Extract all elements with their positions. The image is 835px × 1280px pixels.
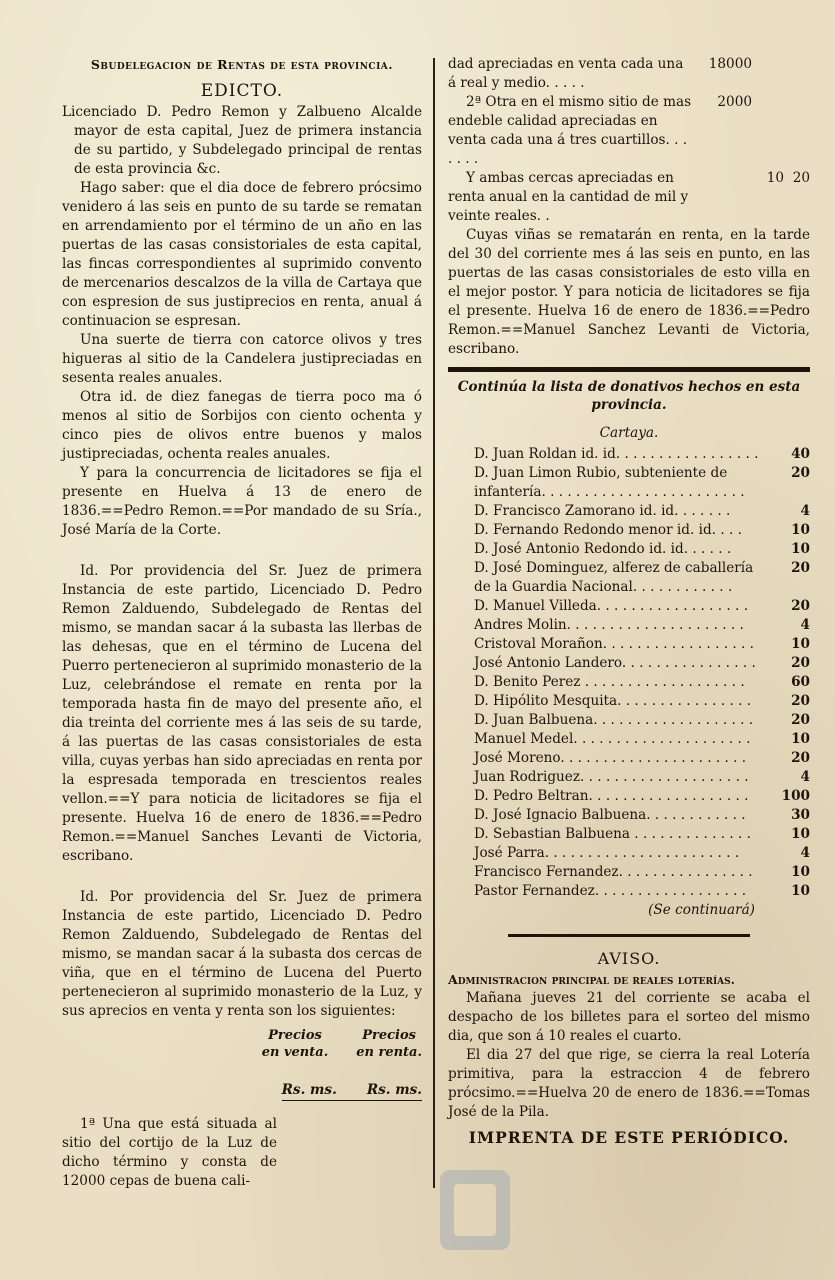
donations-place: Cartaya. — [599, 425, 659, 441]
donor-name: D. Juan Roldan id. id. . . . . . . . . . . . . . . . . — [474, 446, 759, 462]
donor-name: D. Francisco Zamorano id. id. . . . . . . — [474, 503, 731, 519]
donor-row — [448, 559, 810, 597]
donor-list — [448, 445, 810, 901]
donor-amount: 10 — [791, 636, 810, 652]
donor-amount: 4 — [800, 769, 810, 785]
donor-name: D. Manuel Villeda. . . . . . . . . . . . . . . . . . — [474, 598, 749, 614]
donor-name: Andres Molin. . . . . . . . . . . . . . . . . . . . . — [474, 617, 744, 633]
donor-amount: 10 — [791, 731, 810, 747]
donor-name: D. Benito Perez . . . . . . . . . . . . . . . . . . . — [474, 674, 745, 690]
donor-amount: 4 — [800, 503, 810, 519]
donor-row — [448, 540, 810, 559]
donor-amount: 60 — [791, 674, 810, 690]
edicto-body: Hago saber: que el dia doce de febrero prócsimo venidero á las seis en punto de su tarde se rematan en arrendamiento por el término de un año en las puertas de las casas consistoriales de esta capital, las fincas correspondientes al suprimido convento de mercenarios descalzos de la villa de Cartaya que con espresion de sus justiprecios en renta, anual á continuacion se espresan. — [62, 180, 422, 329]
aviso-paragraph-1: Mañana jueves 21 del corriente se acaba el despacho de los billetes para el sorteo del mismo dia, que son á 10 reales el cuarto. — [448, 990, 810, 1044]
donor-amount: 10 — [791, 826, 810, 842]
donor-name: Manuel Medel. . . . . . . . . . . . . . . . . . . . . — [474, 731, 751, 747]
donor-name: Cristoval Morañon. . . . . . . . . . . . . . . . . . — [474, 636, 754, 652]
donor-row — [448, 692, 810, 711]
edicto-title: EDICTO. — [200, 81, 284, 101]
donor-name: D. José Antonio Redondo id. id. . . . . . — [474, 541, 732, 557]
donations-title: Continúa la lista de donativos hechos en esta provincia. — [457, 379, 801, 413]
vineyard-closing: Cuyas viñas se rematarán en renta, en la tarde del 30 del corriente mes á las seis en punto, en las puertas de las casas consistoriales de esto villa en el mejor postor. Y para noticia de licitadores se fija el presente. Huelva 16 de enero de 1836.==Pedro Remon.==Manuel Sanchez Levanti de Victoria, escribano. — [448, 227, 810, 357]
donor-amount: 20 — [791, 465, 810, 481]
donor-name: D. Pedro Beltran. . . . . . . . . . . . . . . . . . . — [474, 788, 749, 804]
donor-row — [448, 635, 810, 654]
edicto-property-1: Una suerte de tierra con catorce olivos y tres higueras al sitio de la Candelera justipreciadas en sesenta reales anuales. — [62, 332, 422, 386]
imprenta-footer: IMPRENTA DE ESTE PERIÓDICO. — [468, 1128, 790, 1147]
donor-name: D. Juan Limon Rubio, subteniente de infantería. . . . . . . . . . . . . . . . . . . . . . . . — [474, 465, 745, 500]
donor-name: D. Juan Balbuena. . . . . . . . . . . . . . . . . . . — [474, 712, 754, 728]
continuara-note: (Se continuará) — [648, 902, 755, 918]
donor-row — [448, 882, 810, 901]
price-column-headers — [62, 1027, 422, 1061]
vineyard-item-1-cont: dad apreciadas en venta cada una á real y medio. . . . . 18000 — [448, 56, 752, 91]
donor-amount: 10 — [791, 883, 810, 899]
donor-row — [448, 863, 810, 882]
notice-id-2: Id. Por providencia del Sr. Juez de primera Instancia de este partido, Licenciado D. Pedro Remon Zalduendo, Subdelegado de Rentas del mismo, se mandan sacar á la subasta dos cercas de viña, que en el término de Lucena del Puerto pertenecieron al suprimido monasterio de la Luz, y sus aprecios en venta y renta son los siguientes: — [62, 889, 422, 1019]
donor-name: Pastor Fernandez. . . . . . . . . . . . . . . . . . — [474, 883, 747, 899]
donor-name: Juan Rodriguez. . . . . . . . . . . . . . . . . . . . — [474, 769, 749, 785]
donor-row — [448, 654, 810, 673]
section-header: Sbudelegacion de Rentas de esta provincia. — [90, 57, 394, 72]
vineyard-total-rent: Y ambas cercas apreciadas en renta anual en la cantidad de mil y veinte reales. . 10 20 — [448, 170, 810, 224]
donor-amount: 10 — [791, 522, 810, 538]
donor-name: José Parra. . . . . . . . . . . . . . . . . . . . . . . — [474, 845, 740, 861]
donor-row — [448, 730, 810, 749]
donor-amount: 20 — [791, 693, 810, 709]
donor-name: José Moreno. . . . . . . . . . . . . . . . . . . . . . — [474, 750, 747, 766]
donor-row — [448, 768, 810, 787]
right-column — [448, 55, 810, 1147]
aviso-divider — [508, 934, 750, 937]
aviso-heading: Administracion principal de reales loterías. — [448, 972, 736, 987]
donor-amount: 20 — [791, 598, 810, 614]
currency-headers: Rs. ms. Rs. ms. — [281, 1082, 422, 1098]
donor-row — [448, 464, 810, 502]
donor-amount: 20 — [791, 750, 810, 766]
edicto-intro: Licenciado D. Pedro Remon y Zalbueno Alcalde mayor de esta capital, Juez de primera instancia de su partido, y Subdelegado principal de rentas de esta provincia &c. — [62, 104, 422, 177]
vineyard-item-1: 1ª Una que está situada al sitio del cortijo de la Luz de dicho término y consta de 12000 cepas de buena cali- — [62, 1116, 277, 1189]
donor-row — [448, 616, 810, 635]
donor-name: D. José Ignacio Balbuena. . . . . . . . . . . . — [474, 807, 746, 823]
donor-row — [448, 597, 810, 616]
library-watermark — [430, 1150, 760, 1260]
donor-amount: 4 — [800, 617, 810, 633]
donor-name: D. Fernando Redondo menor id. id. . . . — [474, 522, 742, 538]
donor-amount: 100 — [781, 788, 810, 804]
donor-amount: 20 — [791, 560, 810, 576]
donor-name: José Antonio Landero. . . . . . . . . . . . . . . . — [474, 655, 756, 671]
aviso-paragraph-2: El dia 27 del que rige, se cierra la real Lotería primitiva, para la estraccion 4 de febrero prócsimo.==Huelva 20 de enero de 1836.==Tomas José de la Pila. — [448, 1047, 810, 1120]
donor-name: Francisco Fernandez. . . . . . . . . . . . . . . . — [474, 864, 753, 880]
price-venta-header: Precios en venta. — [261, 1028, 329, 1060]
edicto-property-2: Otra id. de diez fanegas de tierra poco ma ó menos al sitio de Sorbijos con ciento ochenta y cinco pies de olivos entre buenos y malos justipreciadas, ochenta reales anuales. — [62, 389, 422, 462]
notice-id-1: Id. Por providencia del Sr. Juez de primera Instancia de este partido, Licenciado D. Pedro Remon Zalduendo, Subdelegado de Rentas del mismo, se mandan sacar á la subasta las llerbas de las dehesas, que en el término de Lucena del Puerro pertenecieron al suprimido monasterio de la Luz, celebrándose el remate en renta por la temporada hasta fin de mayo del presente año, el dia treinta del corriente mes á las seis de su tarde, á las puertas de las casas consistoriales de esta villa, cuyas yerbas han sido apreciadas en renta por la espresada temporada en trescientos reales vellon.==Y para noticia de licitadores se fija el presente. Huelva 16 de enero de 1836.==Pedro Remon.==Manuel Sanches Levanti de Victoria, escribano. — [62, 563, 422, 864]
donor-row — [448, 502, 810, 521]
donor-row — [448, 749, 810, 768]
donor-row — [448, 521, 810, 540]
donor-row — [448, 787, 810, 806]
donor-name: D. José Dominguez, alferez de caballería de la Guardia Nacional. . . . . . . . . . . . — [474, 560, 754, 595]
donor-amount: 30 — [791, 807, 810, 823]
donor-row — [448, 844, 810, 863]
donor-name: D. Hipólito Mesquita. . . . . . . . . . . . . . . . — [474, 693, 752, 709]
donor-row — [448, 445, 810, 464]
donor-name: D. Sebastian Balbuena . . . . . . . . . . . . . . — [474, 826, 751, 842]
donor-row — [448, 673, 810, 692]
donor-amount: 4 — [800, 845, 810, 861]
donor-amount: 20 — [791, 712, 810, 728]
aviso-title: AVISO. — [597, 949, 661, 968]
column-divider — [433, 58, 435, 1188]
donor-row — [448, 806, 810, 825]
donor-amount: 40 — [791, 446, 810, 462]
vineyard-item-2: 2ª Otra en el mismo sitio de mas endeble calidad apreciadas en venta cada una á tres cuartillos. . . . . . . 2000 — [448, 94, 752, 167]
left-column — [62, 55, 422, 1191]
donor-amount: 20 — [791, 655, 810, 671]
section-divider — [448, 367, 810, 372]
donor-row — [448, 711, 810, 730]
price-renta-header: Precios en renta. — [356, 1028, 422, 1060]
edicto-closing: Y para la concurrencia de licitadores se fija el presente en Huelva á 13 de enero de 1836.==Pedro Remon.==Por mandado de su Sría., José María de la Corte. — [62, 465, 422, 538]
donor-row — [448, 825, 810, 844]
donor-amount: 10 — [791, 541, 810, 557]
donor-amount: 10 — [791, 864, 810, 880]
